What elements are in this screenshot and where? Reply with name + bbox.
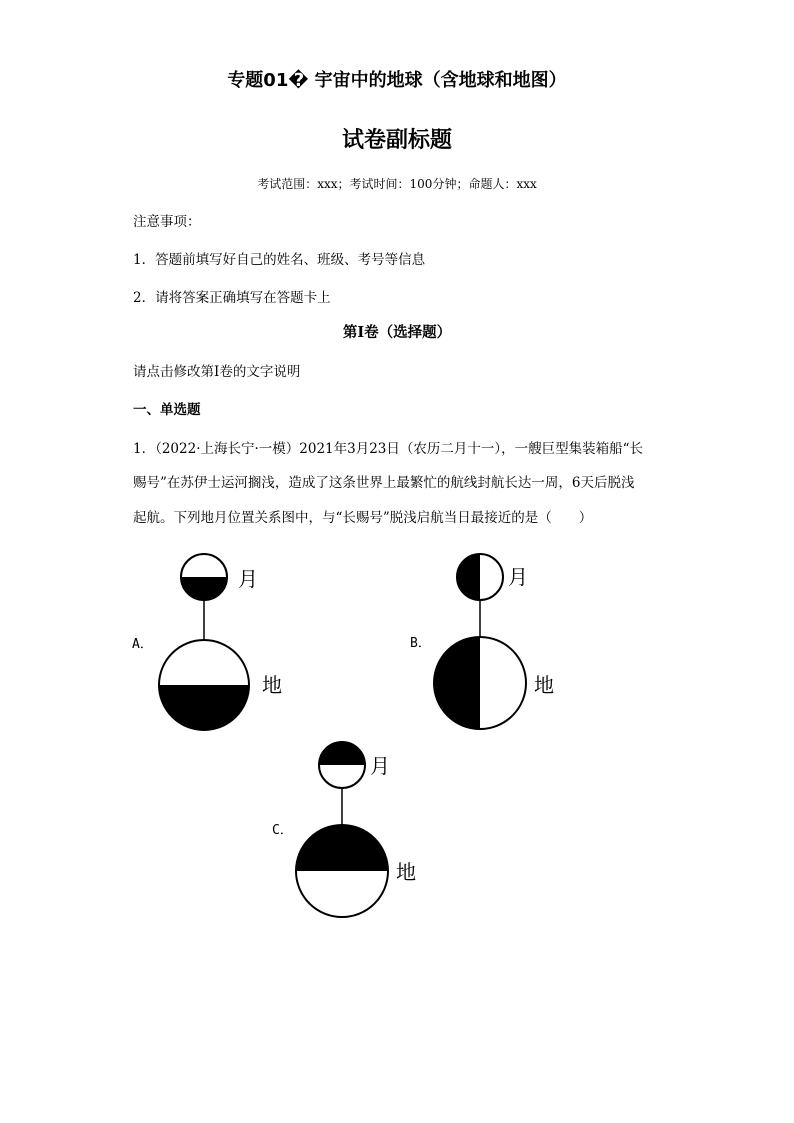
moon-label: 月	[508, 565, 528, 589]
earth-icon	[433, 636, 526, 730]
notice-heading: 注意事项：	[133, 214, 201, 230]
option-b-label: B．	[410, 636, 431, 651]
moon-label: 月	[370, 754, 390, 778]
moon-icon	[180, 554, 228, 602]
moon-icon	[318, 741, 366, 788]
page-title: 专题01� 宇宙中的地球（含地球和地图）	[227, 70, 567, 91]
moon-label: 月	[238, 567, 258, 591]
option-c-diagram[interactable]	[272, 741, 416, 917]
question-text-line: 起航。下列地月位置关系图中，与“长赐号”脱浅启航当日最接近的是（ ）	[133, 510, 593, 526]
option-a-diagram[interactable]	[132, 554, 282, 732]
earth-label: 地	[262, 673, 282, 697]
page-subtitle: 试卷副标题	[341, 128, 452, 153]
earth-label: 地	[396, 860, 416, 884]
option-c-label: C．	[272, 823, 293, 838]
earth-moon-diagrams	[0, 540, 794, 930]
earth-icon	[295, 824, 389, 917]
earth-label: 地	[534, 673, 554, 697]
option-b-diagram[interactable]	[410, 553, 554, 730]
section-heading: 一、单选题	[133, 402, 201, 418]
earth-icon	[158, 640, 250, 732]
option-a-label: A．	[132, 637, 153, 652]
question-text-line: 赐号”在苏伊士运河搁浅，造成了这条世界上最繁忙的航线封航长达一周，6天后脱浅	[133, 475, 635, 491]
exam-info: 考试范围：xxx；考试时间：100分钟；命题人：xxx	[257, 177, 537, 191]
question-text-line: 1．（2022·上海长宁·一模）2021年3月23日（农历二月十一），一艘巨型集装箱船“长	[133, 441, 644, 457]
notice-item: 1．答题前填写好自己的姓名、班级、考号等信息	[133, 252, 426, 268]
notice-item: 2．请将答案正确填写在答题卡上	[133, 290, 331, 306]
moon-icon	[456, 553, 503, 601]
part-title: 第I卷（选择题）	[342, 324, 452, 341]
part-description: 请点击修改第I卷的文字说明	[133, 364, 301, 380]
